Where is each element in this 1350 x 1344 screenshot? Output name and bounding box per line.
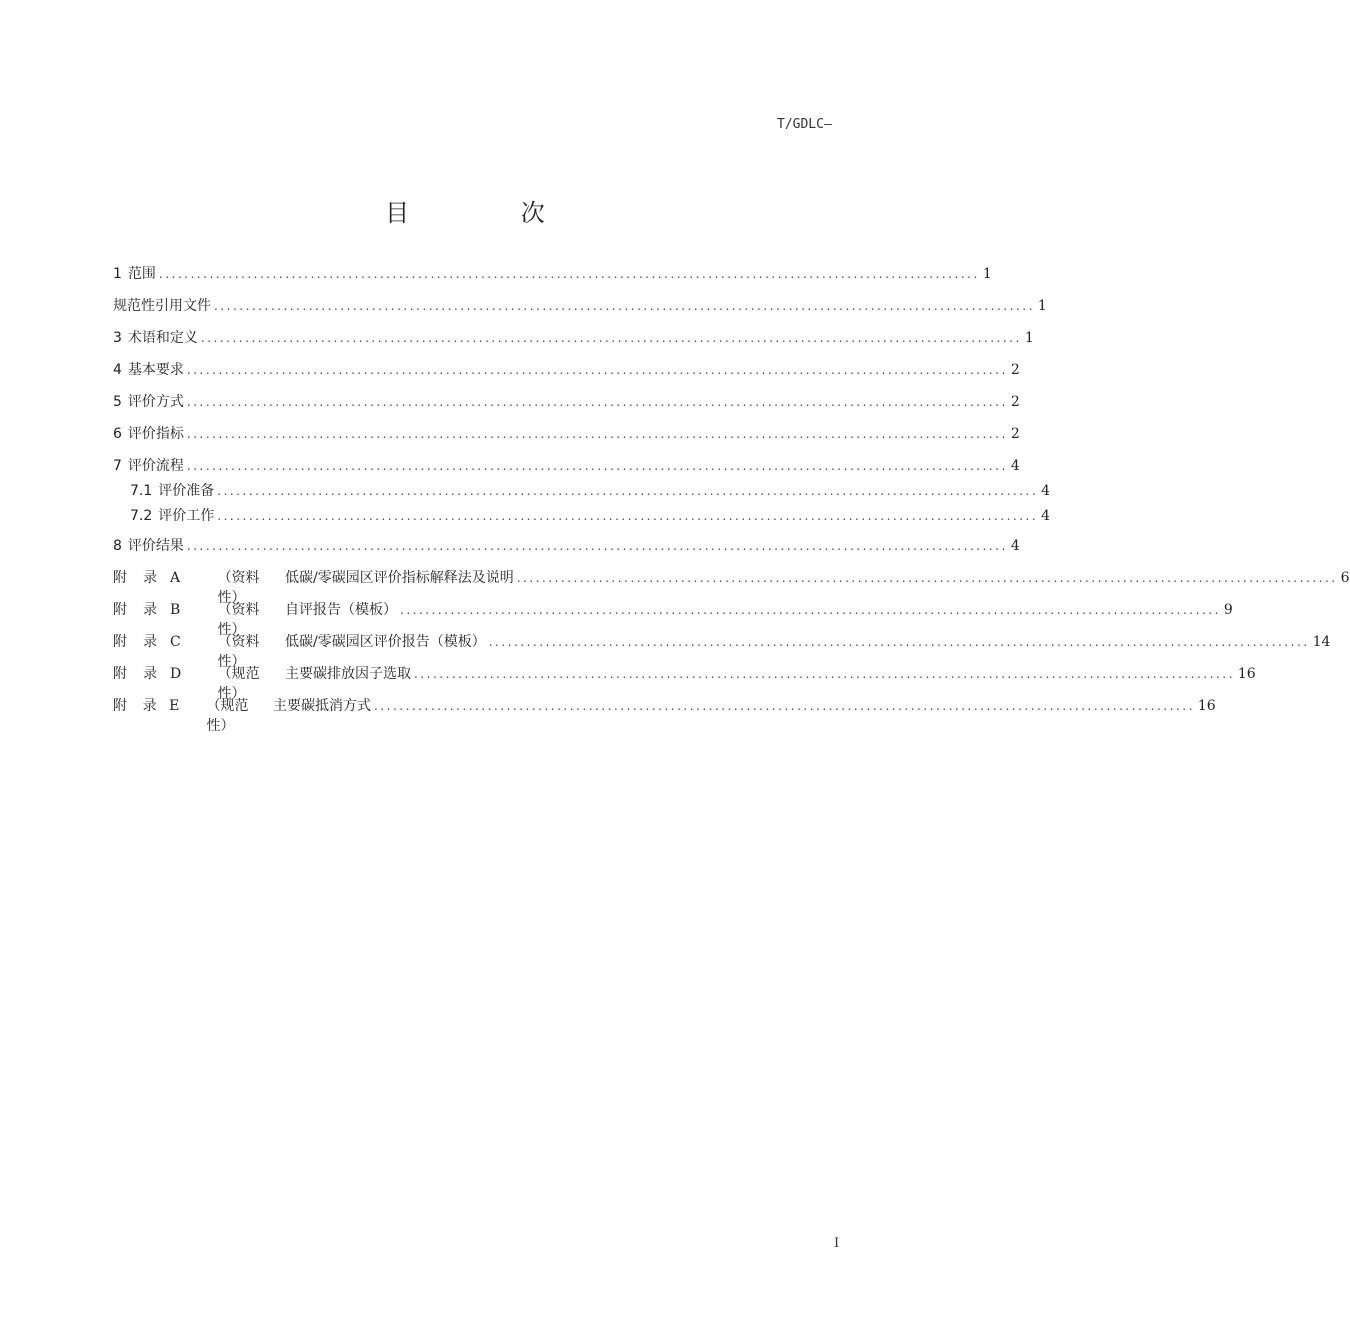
appendix-prefix: 附 录 D （规范性） bbox=[113, 666, 260, 702]
toc-entry-label: 评价结果 bbox=[127, 538, 184, 554]
dot-leader: .................................................................................................................................. bbox=[516, 571, 1338, 585]
toc-entry-label: 基本要求 bbox=[127, 362, 184, 378]
toc-appendix-c[interactable] bbox=[113, 632, 1331, 670]
toc-entry-5[interactable] bbox=[113, 392, 1020, 412]
toc-entry-label: 评价准备 bbox=[158, 483, 215, 499]
dot-leader: .................................................................................................................................. bbox=[374, 699, 1195, 713]
toc-entry-page: 1 bbox=[1024, 330, 1034, 346]
toc-entry-page: 1 bbox=[982, 266, 992, 282]
toc-title: 目 次 bbox=[385, 199, 597, 227]
toc-entry-label: 术语和定义 bbox=[127, 330, 198, 346]
toc-entry-page: 4 bbox=[1010, 458, 1020, 474]
toc-entry-number: 4 bbox=[113, 362, 122, 378]
toc-entry-page: 16 bbox=[1197, 698, 1216, 714]
appendix-prefix: 附 录 E （规范性） bbox=[113, 698, 249, 734]
toc-entry-page: 2 bbox=[1010, 426, 1020, 442]
toc-entry-number: 6 bbox=[113, 426, 122, 442]
toc-entry-number: 3 bbox=[113, 330, 122, 346]
toc-entry-number: 7 bbox=[113, 458, 122, 474]
dot-leader: .................................................................................................................................. bbox=[200, 331, 1022, 345]
toc-entry-page: 4 bbox=[1041, 508, 1051, 524]
appendix-prefix: 附 录 C （资料性） bbox=[113, 634, 260, 670]
dot-leader: .................................................................................................................................. bbox=[186, 395, 1008, 409]
toc-entry-7-1[interactable] bbox=[130, 481, 1051, 501]
appendix-prefix: 附 录 B （资料性） bbox=[113, 602, 260, 638]
toc-entry-6[interactable] bbox=[113, 424, 1020, 444]
toc-entry-7[interactable] bbox=[113, 456, 1020, 476]
toc-entry-page: 6 bbox=[1340, 570, 1350, 586]
dot-leader: .................................................................................................................................. bbox=[214, 299, 1035, 313]
toc-entry-page: 1 bbox=[1037, 298, 1047, 314]
toc-entry-7-2[interactable] bbox=[130, 506, 1051, 526]
toc-entry-number: 8 bbox=[113, 538, 122, 554]
dot-leader: .................................................................................................................................. bbox=[217, 509, 1039, 523]
toc-entry-label: 规范性引用文件 bbox=[113, 298, 211, 314]
toc-appendix-d[interactable] bbox=[113, 664, 1256, 702]
toc-entry-page: 16 bbox=[1237, 666, 1256, 682]
document-code: T/GDLC— bbox=[777, 117, 832, 132]
dot-leader: .................................................................................................................................. bbox=[186, 363, 1008, 377]
toc-entry-1[interactable] bbox=[113, 264, 992, 284]
dot-leader: .................................................................................................................................. bbox=[186, 459, 1008, 473]
toc-entry-number: 5 bbox=[113, 394, 122, 410]
toc-entry-page: 4 bbox=[1010, 538, 1020, 554]
toc-entry-3[interactable] bbox=[113, 328, 1034, 348]
toc-entry-page: 9 bbox=[1223, 602, 1233, 618]
toc-entry-label: 范围 bbox=[127, 266, 156, 282]
dot-leader: .................................................................................................................................. bbox=[400, 603, 1221, 617]
appendix-title: 主要碳排放因子选取 bbox=[285, 666, 411, 682]
toc-entry-page: 2 bbox=[1010, 394, 1020, 410]
toc-entry-label: 评价工作 bbox=[158, 508, 215, 524]
toc-entry-4[interactable] bbox=[113, 360, 1020, 380]
toc-appendix-b[interactable] bbox=[113, 600, 1233, 638]
toc-entry-2[interactable] bbox=[113, 296, 1047, 316]
toc-appendix-a[interactable] bbox=[113, 568, 1350, 606]
dot-leader: .................................................................................................................................. bbox=[186, 427, 1008, 441]
toc-entry-number: 1 bbox=[113, 266, 122, 282]
dot-leader: .................................................................................................................................. bbox=[414, 667, 1235, 681]
page-number: I bbox=[834, 1236, 840, 1251]
toc-entry-page: 4 bbox=[1041, 483, 1051, 499]
toc-entry-8[interactable] bbox=[113, 536, 1020, 556]
appendix-prefix: 附 录 A （资料性） bbox=[113, 570, 260, 606]
dot-leader: .................................................................................................................................. bbox=[217, 484, 1039, 498]
toc-entry-label: 评价指标 bbox=[127, 426, 184, 442]
toc-entry-page: 14 bbox=[1312, 634, 1331, 650]
dot-leader: .................................................................................................................................. bbox=[186, 539, 1008, 553]
toc-appendix-e[interactable] bbox=[113, 696, 1216, 734]
toc-entry-number: 7.1 bbox=[130, 483, 153, 499]
appendix-title: 低碳/零碳园区评价报告（模板） bbox=[285, 634, 486, 650]
appendix-title: 自评报告（模板） bbox=[285, 602, 397, 618]
dot-leader: .................................................................................................................................. bbox=[488, 635, 1310, 649]
dot-leader: .................................................................................................................................. bbox=[158, 267, 980, 281]
toc-entry-label: 评价流程 bbox=[127, 458, 184, 474]
toc-entry-number: 7.2 bbox=[130, 508, 153, 524]
toc-entry-page: 2 bbox=[1010, 362, 1020, 378]
appendix-title: 主要碳抵消方式 bbox=[273, 698, 371, 714]
toc-entry-label: 评价方式 bbox=[127, 394, 184, 410]
appendix-title: 低碳/零碳园区评价指标解释法及说明 bbox=[285, 570, 514, 586]
